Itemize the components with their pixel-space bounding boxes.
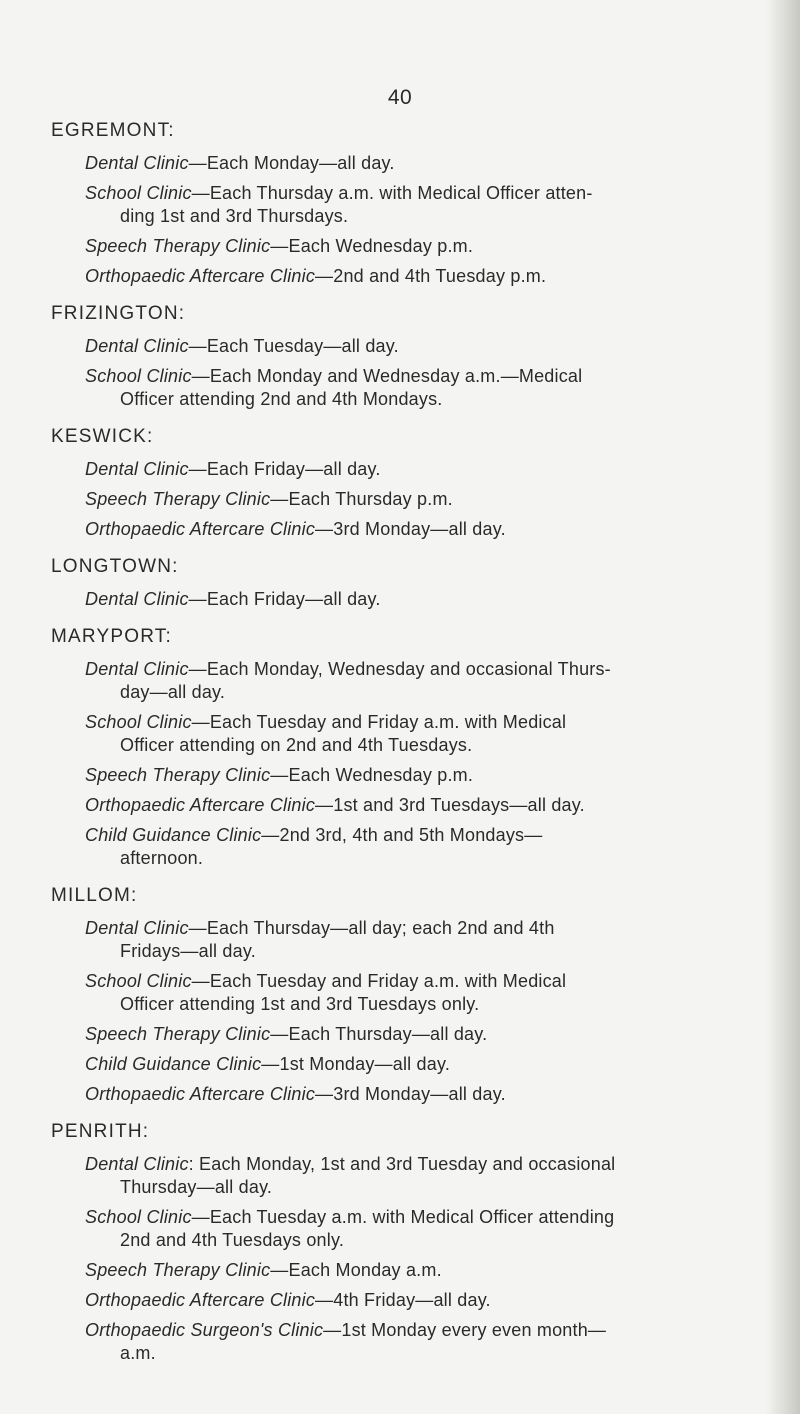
- clinic-schedule-text: —Each Monday—all day.: [188, 153, 395, 173]
- clinic-entry: [85, 518, 771, 541]
- clinic-schedule-text: —2nd 3rd, 4th and 5th Mondays—: [261, 825, 543, 845]
- clinic-entry: [85, 970, 771, 1016]
- clinic-schedule-continuation: Officer attending 1st and 3rd Tuesdays only.: [120, 994, 480, 1014]
- clinic-entry: [85, 1206, 771, 1252]
- clinic-schedule-text: —Each Tuesday and Friday a.m. with Medical: [191, 971, 567, 991]
- clinic-entry: [85, 764, 771, 787]
- clinic-schedule-text: —Each Wednesday p.m.: [270, 765, 474, 785]
- clinic-name: Orthopaedic Aftercare Clinic: [85, 795, 316, 815]
- clinic-schedule-continuation: a.m.: [120, 1343, 156, 1363]
- clinic-entry: [85, 1289, 771, 1312]
- clinic-schedule-text: —Each Monday, Wednesday and occasional Thurs-: [188, 659, 611, 679]
- clinic-entry: [85, 265, 771, 288]
- clinic-entry: [85, 1023, 771, 1046]
- clinic-name: Orthopaedic Aftercare Clinic: [85, 266, 316, 286]
- clinic-schedule-text: —2nd and 4th Tuesday p.m.: [315, 266, 547, 286]
- clinic-name: Dental Clinic: [85, 918, 189, 938]
- section-heading: MARYPORT:: [51, 626, 172, 647]
- clinic-name: Dental Clinic: [85, 336, 189, 356]
- clinic-name: Child Guidance Clinic: [85, 1054, 262, 1074]
- clinic-schedule-text: —3rd Monday—all day.: [315, 1084, 506, 1104]
- clinic-entry: [85, 824, 771, 870]
- clinic-name: Orthopaedic Aftercare Clinic: [85, 519, 316, 539]
- clinic-schedule-text: —Each Thursday—all day; each 2nd and 4th: [188, 918, 555, 938]
- clinic-entry: [85, 152, 771, 175]
- clinic-schedule-text: —1st and 3rd Tuesdays—all day.: [315, 795, 585, 815]
- clinic-entry: [85, 488, 771, 511]
- clinic-name: Dental Clinic: [85, 153, 189, 173]
- clinic-schedule-continuation: Officer attending on 2nd and 4th Tuesdays.: [120, 735, 473, 755]
- section-frizington: [51, 301, 771, 424]
- clinic-name: Dental Clinic: [85, 1154, 189, 1174]
- clinic-name: School Clinic: [85, 971, 192, 991]
- clinic-name: Dental Clinic: [85, 589, 189, 609]
- clinic-schedule-text: : Each Monday, 1st and 3rd Tuesday and occasional: [188, 1154, 616, 1174]
- clinic-schedule-text: —Each Tuesday—all day.: [188, 336, 399, 356]
- clinic-name: School Clinic: [85, 712, 192, 732]
- section-gap: [51, 1372, 771, 1378]
- section-heading: KESWICK:: [51, 426, 154, 447]
- clinic-schedule: [51, 118, 771, 1378]
- clinic-schedule-text: —Each Wednesday p.m.: [270, 236, 474, 256]
- clinic-schedule-text: —1st Monday—all day.: [261, 1054, 451, 1074]
- section-heading: FRIZINGTON:: [51, 303, 186, 324]
- clinic-entry: [85, 1053, 771, 1076]
- clinic-name: Orthopaedic Aftercare Clinic: [85, 1084, 316, 1104]
- section-heading: EGREMONT:: [51, 120, 175, 141]
- clinic-schedule-continuation: 2nd and 4th Tuesdays only.: [120, 1230, 345, 1250]
- clinic-schedule-text: —Each Tuesday and Friday a.m. with Medical: [191, 712, 567, 732]
- clinic-entry: [85, 235, 771, 258]
- clinic-schedule-text: —4th Friday—all day.: [315, 1290, 491, 1310]
- clinic-entry: [85, 1083, 771, 1106]
- clinic-schedule-continuation: Officer attending 2nd and 4th Mondays.: [120, 389, 443, 409]
- section-egremont: [51, 118, 771, 301]
- clinic-entry: [85, 658, 771, 704]
- clinic-name: Speech Therapy Clinic: [85, 236, 271, 256]
- clinic-name: Dental Clinic: [85, 459, 189, 479]
- section-heading: MILLOM:: [51, 885, 138, 906]
- section-keswick: [51, 424, 771, 554]
- clinic-entry: [85, 588, 771, 611]
- clinic-schedule-continuation: Fridays—all day.: [120, 941, 256, 961]
- clinic-entry: [85, 711, 771, 757]
- clinic-schedule-text: —Each Friday—all day.: [188, 459, 381, 479]
- clinic-schedule-text: —Each Friday—all day.: [188, 589, 381, 609]
- clinic-schedule-text: —Each Thursday p.m.: [270, 489, 453, 509]
- clinic-entry: [85, 365, 771, 411]
- clinic-name: Speech Therapy Clinic: [85, 765, 271, 785]
- clinic-schedule-continuation: day—all day.: [120, 682, 226, 702]
- clinic-entry: [85, 794, 771, 817]
- section-millom: [51, 883, 771, 1119]
- clinic-schedule-text: —1st Monday every even month—: [323, 1320, 607, 1340]
- clinic-schedule-text: —Each Tuesday a.m. with Medical Officer attending: [191, 1207, 615, 1227]
- clinic-schedule-continuation: Thursday—all day.: [120, 1177, 273, 1197]
- clinic-schedule-continuation: ding 1st and 3rd Thursdays.: [120, 206, 349, 226]
- clinic-entry: [85, 182, 771, 228]
- clinic-entry: [85, 1153, 771, 1199]
- clinic-schedule-text: —Each Monday a.m.: [270, 1260, 442, 1280]
- page-number: 40: [387, 86, 413, 109]
- clinic-name: School Clinic: [85, 366, 192, 386]
- page-edge-shadow: [766, 0, 800, 1414]
- clinic-name: Orthopaedic Surgeon's Clinic: [85, 1320, 324, 1340]
- clinic-name: Dental Clinic: [85, 659, 189, 679]
- clinic-name: Speech Therapy Clinic: [85, 1024, 271, 1044]
- clinic-schedule-text: —3rd Monday—all day.: [315, 519, 506, 539]
- clinic-entry: [85, 1259, 771, 1282]
- clinic-name: School Clinic: [85, 1207, 192, 1227]
- clinic-name: Speech Therapy Clinic: [85, 489, 271, 509]
- clinic-entry: [85, 335, 771, 358]
- section-heading: PENRITH:: [51, 1121, 150, 1142]
- clinic-name: Child Guidance Clinic: [85, 825, 262, 845]
- clinic-name: School Clinic: [85, 183, 192, 203]
- section-longtown: [51, 554, 771, 624]
- section-heading: LONGTOWN:: [51, 556, 179, 577]
- clinic-schedule-text: —Each Monday and Wednesday a.m.—Medical: [191, 366, 583, 386]
- clinic-entry: [85, 1319, 771, 1365]
- clinic-schedule-continuation: afternoon.: [120, 848, 204, 868]
- section-maryport: [51, 624, 771, 883]
- clinic-entry: [85, 917, 771, 963]
- section-penrith: [51, 1119, 771, 1378]
- clinic-schedule-text: —Each Thursday—all day.: [270, 1024, 488, 1044]
- clinic-entry: [85, 458, 771, 481]
- clinic-name: Speech Therapy Clinic: [85, 1260, 271, 1280]
- clinic-name: Orthopaedic Aftercare Clinic: [85, 1290, 316, 1310]
- clinic-schedule-text: —Each Thursday a.m. with Medical Officer atten-: [191, 183, 593, 203]
